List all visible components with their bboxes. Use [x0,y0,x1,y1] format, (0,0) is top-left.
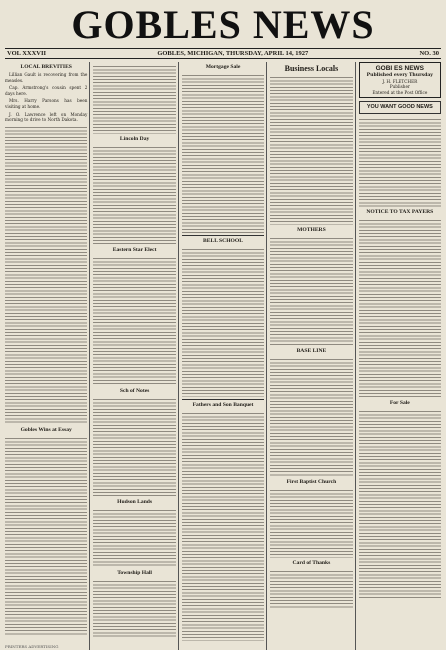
place-date: GOBLES, MICHIGAN, THURSDAY, APRIL 14, 1927 [157,50,309,57]
advertisement-title: YOU WANT GOOD NEWS [366,104,433,111]
publisher-box-title: GOBI ES NEWS [375,65,425,72]
illegible-text-block [270,357,352,477]
advertisement [359,101,441,114]
section-heading: First Baptist Church [286,479,337,485]
column-4 [270,62,355,650]
section-heading: BELL SCHOOL [182,235,264,245]
section-heading: Mortgage Sale [205,64,241,70]
section-heading: LOCAL BREVITIES [20,64,72,70]
section-heading: Hudson Lands [117,499,153,505]
illegible-text-block [93,579,175,639]
publisher-box-line: Entered at the Post Office [372,89,428,95]
footer-left: PRINTERS ADVERTISING [5,644,59,649]
brevity-item: J. O. Lawrence left on Monday morning to drive to North Dakota. [5,111,88,123]
illegible-text-block [270,236,352,346]
illegible-text-block [270,569,352,609]
section-heading: MOTHERS [297,227,326,233]
brevity-item: Mrs. Harry Parsons has been visiting at home. [5,98,88,109]
section-heading: Business Locals [284,64,339,73]
illegible-text-block [5,125,87,425]
column-2 [93,62,178,650]
section-heading: Gobles Wins at Essay [20,426,72,433]
section-heading: For Sale [389,400,410,407]
illegible-text-block [182,247,264,397]
section-heading: Township Hall [117,570,152,576]
illegible-text-block [182,73,264,233]
brevity-item: Lillian Gault is recovering from the measles. [5,72,88,83]
illegible-text-block [5,436,87,636]
section-heading: Card of Thanks [292,560,331,566]
publisher-box-line: Publisher [389,84,410,90]
column-1 [5,62,90,650]
issue-number: NO. 30 [419,50,439,57]
illegible-text-block [93,508,175,568]
publisher-box [359,62,441,98]
column-3 [182,62,267,650]
masthead: GOBLES NEWS [71,2,375,47]
columns [5,62,441,650]
illegible-text-block [359,409,441,599]
section-heading: Lincoln Day [119,136,150,142]
dateline [5,48,441,59]
illegible-text-block [182,411,264,641]
illegible-text-block [270,488,352,558]
publisher-box-subtitle: Published every Thursday [366,73,433,78]
section-heading: NOTICE TO TAX PAYERS [366,209,434,216]
illegible-text-block [359,117,441,207]
illegible-text-block [270,75,352,225]
section-heading: BASE LINE [296,348,327,354]
column-5 [359,62,441,650]
publisher-box-line: J. H. FLETCHER [382,79,418,84]
section-heading: Fathers and Son Banquet [182,399,264,409]
illegible-text-block [93,145,175,245]
illegible-text-block [93,397,175,497]
illegible-text-block [93,64,175,134]
brevity-item: Cap. Armstrong's cousin spent 2 days here. [5,85,88,96]
section-heading: Sch of Notes [119,388,150,394]
illegible-text-block [359,218,441,398]
volume-label: VOL XXXVII [7,50,47,57]
illegible-text-block [93,256,175,386]
page-footer [5,644,441,650]
section-heading: Eastern Star Elect [112,247,157,253]
